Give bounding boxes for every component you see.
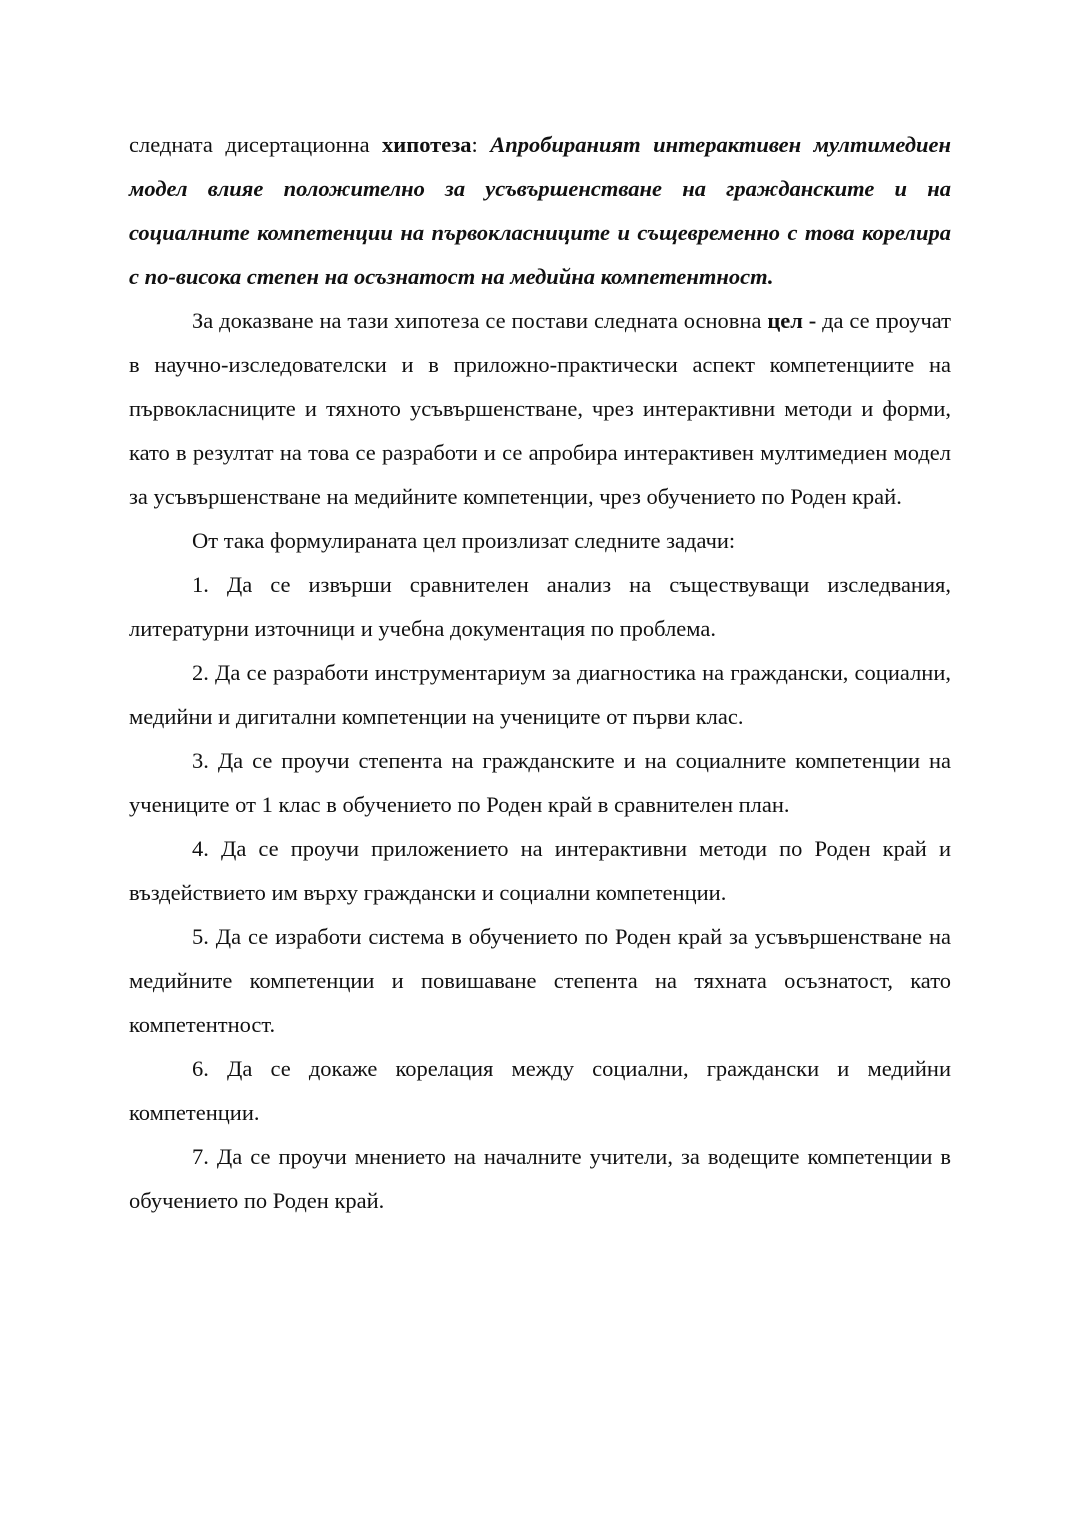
- hypothesis-colon: :: [471, 132, 491, 157]
- task-item-6: 6. Да се докаже корелация между социални, граждански и медийни компетенции.: [129, 1056, 951, 1125]
- task-item-1: 1. Да се извърши сравнителен анализ на съществуващи изследвания, литературни източници и учебна документация по проблема.: [129, 572, 951, 641]
- goal-keyword: цел -: [767, 308, 817, 333]
- document-page: [129, 123, 951, 1223]
- task-item-3: 3. Да се проучи степента на гражданските и на социалните компетенции на учениците от 1 клас в обучението по Роден край в сравнителен план.: [129, 748, 951, 817]
- goal-text: да се проучат в научно-изследователски и в приложно-практически аспект компетенциите на първокласниците и тяхното усъвършенстване, чрез интерактивни методи и форми, като в резултат на това се разработи и се апробира интерактивен мултимедиен модел за усъвършенстване на медийните компетенции, чрез обучението по Роден край.: [129, 308, 952, 509]
- task-item-2: 2. Да се разработи инструментариум за диагностика на граждански, социални, медийни и дигитални компетенции на учениците от първи клас.: [129, 660, 951, 729]
- hypothesis-paragraph: [129, 123, 951, 299]
- hypothesis-keyword: хипотеза: [382, 132, 472, 157]
- task-item-5: 5. Да се изработи система в обучението по Роден край за усъвършенстване на медийните компетенции и повишаване степента на тяхната осъзнатост, като компетентност.: [129, 924, 951, 1037]
- hypothesis-lead: следната дисертационна: [129, 132, 383, 157]
- task-item-4: 4. Да се проучи приложението на интерактивни методи по Роден край и въздействието им върху граждански и социални компетенции.: [129, 836, 951, 905]
- task-item-7: 7. Да се проучи мнението на началните учители, за водещите компетенции в обучението по Роден край.: [129, 1144, 951, 1213]
- goal-lead: За доказване на тази хипотеза се постави следната основна: [192, 308, 768, 333]
- goal-paragraph: [129, 299, 951, 519]
- tasks-intro: От така формулираната цел произлизат следните задачи:: [192, 528, 736, 553]
- hypothesis-statement: Апробираният интерактивен мултимедиен модел влияе положително за усъвършенстване на гражданските и на социалните компетенции на първокласниците и същевременно с това корелира с по-висока степен на осъзнатост на медийна компетентност.: [129, 132, 951, 289]
